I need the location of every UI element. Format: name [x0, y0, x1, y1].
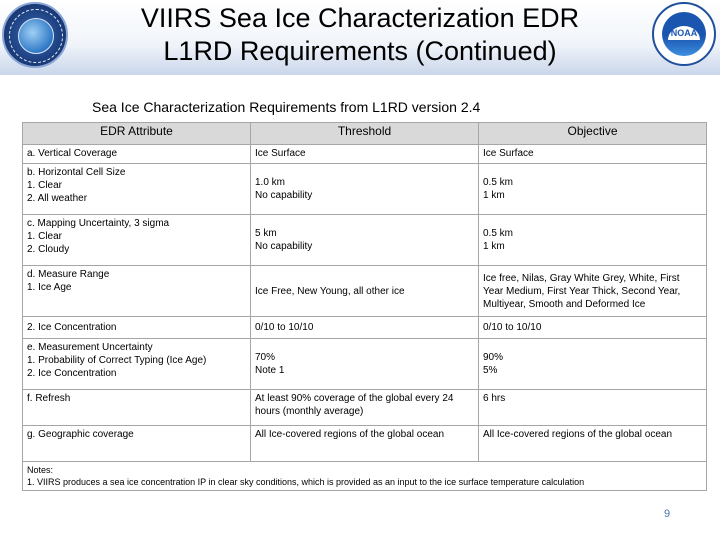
cell-objective: 0/10 to 10/10 [479, 317, 707, 339]
cell-threshold: 5 km No capability [251, 215, 479, 266]
table-caption: Sea Ice Characterization Requirements from L1RD version 2.4 [92, 99, 481, 115]
cell-attribute: c. Mapping Uncertainty, 3 sigma 1. Clear 2. Cloudy [23, 215, 251, 266]
table-row [23, 215, 707, 266]
noaa-logo-icon [652, 2, 716, 66]
cell-threshold: All Ice-covered regions of the global ocean [251, 426, 479, 462]
cell-objective: 6 hrs [479, 390, 707, 426]
table-row [23, 145, 707, 164]
cell-objective: 90% 5% [479, 339, 707, 390]
cell-threshold: Ice Surface [251, 145, 479, 164]
page-number: 9 [664, 508, 671, 520]
table-row [23, 339, 707, 390]
table-row [23, 317, 707, 339]
npoess-logo-icon [2, 2, 68, 68]
cell-attribute: d. Measure Range 1. Ice Age [23, 266, 251, 317]
cell-objective: 0.5 km 1 km [479, 215, 707, 266]
slide-header [0, 0, 720, 75]
cell-threshold: 70% Note 1 [251, 339, 479, 390]
cell-threshold: Ice Free, New Young, all other ice [251, 266, 479, 317]
table-row [23, 426, 707, 462]
cell-attribute: 2. Ice Concentration [23, 317, 251, 339]
table-row [23, 390, 707, 426]
noaa-logo-inner [662, 12, 706, 56]
header-threshold: Threshold [251, 123, 479, 145]
table-row [23, 266, 707, 317]
title-line-2: L1RD Requirements (Continued) [163, 36, 557, 66]
table-row [23, 164, 707, 215]
cell-attribute: f. Refresh [23, 390, 251, 426]
cell-objective: All Ice-covered regions of the global ocean [479, 426, 707, 462]
cell-attribute: a. Vertical Coverage [23, 145, 251, 164]
cell-attribute: g. Geographic coverage [23, 426, 251, 462]
cell-threshold: 0/10 to 10/10 [251, 317, 479, 339]
requirements-table [22, 122, 707, 491]
cell-objective: Ice Surface [479, 145, 707, 164]
noaa-logo-text: NOAA [670, 28, 698, 38]
globe-icon [18, 18, 54, 54]
cell-threshold: 1.0 km No capability [251, 164, 479, 215]
slide-title [80, 2, 640, 68]
cell-attribute: b. Horizontal Cell Size 1. Clear 2. All weather [23, 164, 251, 215]
cell-objective: Ice free, Nilas, Gray White Grey, White, First Year Medium, First Year Thick, Second Year, Multiyear, Smooth and Deformed Ice [479, 266, 707, 317]
table-header-row [23, 123, 707, 145]
cell-objective: 0.5 km 1 km [479, 164, 707, 215]
title-line-1: VIIRS Sea Ice Characterization EDR [140, 3, 580, 33]
cell-threshold: At least 90% coverage of the global every 24 hours (monthly average) [251, 390, 479, 426]
notes-row [23, 462, 707, 491]
table-notes: Notes: 1. VIIRS produces a sea ice concentration IP in clear sky conditions, which is provided as an input to the ice surface temperature calculation [23, 462, 707, 491]
cell-attribute: e. Measurement Uncertainty 1. Probability of Correct Typing (Ice Age) 2. Ice Concentration [23, 339, 251, 390]
header-objective: Objective [479, 123, 707, 145]
header-edr-attribute: EDR Attribute [23, 123, 251, 145]
